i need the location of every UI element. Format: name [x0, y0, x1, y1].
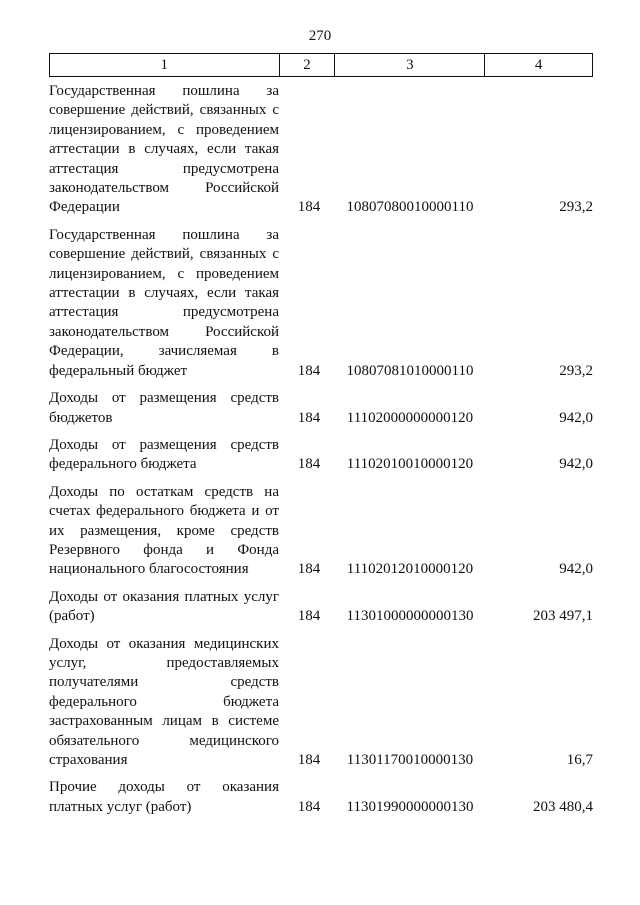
- revenue-name: Государственная пошлина за совершение действий, связанных с лицензированием, с проведением аттестации в случаях, если такая аттестация предусмотрена законодательством Российской Федерации: [49, 83, 279, 216]
- amount: 203 480,4: [533, 798, 593, 815]
- revenue-name: Прочие доходы от оказания платных услуг (работ): [49, 779, 279, 815]
- table-row: [49, 436, 593, 475]
- revenue-name: Государственная пошлина за совершение действий, связанных с лицензированием, с проведением аттестации в случаях, если такая аттестация предусмотрена законодательством Российской Федерации, зачисляемая в федеральный бюджет: [49, 226, 279, 379]
- revenue-rows: [49, 82, 593, 825]
- admin-code: 184: [297, 561, 321, 578]
- admin-code: 184: [297, 752, 321, 768]
- revenue-name: Доходы от оказания платных услуг (работ): [49, 588, 279, 625]
- amount: 942,0: [559, 456, 593, 473]
- classification-code: 11301170010000130: [346, 752, 474, 768]
- admin-code: 184: [297, 362, 321, 379]
- table-row: [49, 389, 593, 428]
- classification-code: 11301990000000130: [346, 798, 474, 815]
- classification-code: 10807080010000110: [346, 199, 474, 216]
- admin-code: 184: [297, 199, 321, 216]
- classification-code: 10807081010000110: [346, 362, 474, 379]
- table-row: [49, 483, 593, 580]
- amount: 942,0: [559, 409, 593, 426]
- column-header-table: [49, 53, 593, 77]
- admin-code: 184: [297, 798, 321, 815]
- table-row: [49, 82, 593, 218]
- table-row: [49, 588, 593, 627]
- amount: 942,0: [559, 561, 593, 578]
- amount: 293,2: [559, 362, 593, 379]
- column-header-row: [50, 54, 593, 77]
- revenue-name: Доходы от размещения средств бюджетов: [49, 390, 279, 426]
- admin-code: 184: [297, 608, 321, 625]
- classification-code: 11102000000000120: [346, 409, 474, 426]
- classification-code: 11102012010000120: [346, 561, 474, 578]
- classification-code: 11102010010000120: [346, 456, 474, 473]
- table-row: [49, 635, 593, 771]
- column-header-3: 3: [335, 54, 485, 77]
- column-header-2: 2: [279, 54, 335, 77]
- revenue-name: Доходы от размещения средств федерального бюджета: [49, 436, 279, 473]
- amount: 16,7: [566, 752, 593, 768]
- revenue-name: Доходы по остаткам средств на счетах федерального бюджета и от их размещения, кроме средств Резервного фонда и Фонда национального благосостояния: [49, 483, 279, 578]
- table-row: [49, 226, 593, 381]
- amount: 203 497,1: [533, 608, 593, 625]
- table-row: [49, 778, 593, 817]
- column-header-1: 1: [50, 54, 280, 77]
- amount: 293,2: [559, 199, 593, 216]
- revenue-name: Доходы от оказания медицинских услуг, предоставляемых получателями средств федерального бюджета застрахованным лицам в системе обязательного медицинского страхования: [49, 635, 279, 768]
- admin-code: 184: [297, 409, 321, 426]
- classification-code: 11301000000000130: [346, 608, 474, 625]
- admin-code: 184: [297, 456, 321, 473]
- page-number: 270: [308, 28, 332, 44]
- column-header-4: 4: [485, 54, 593, 77]
